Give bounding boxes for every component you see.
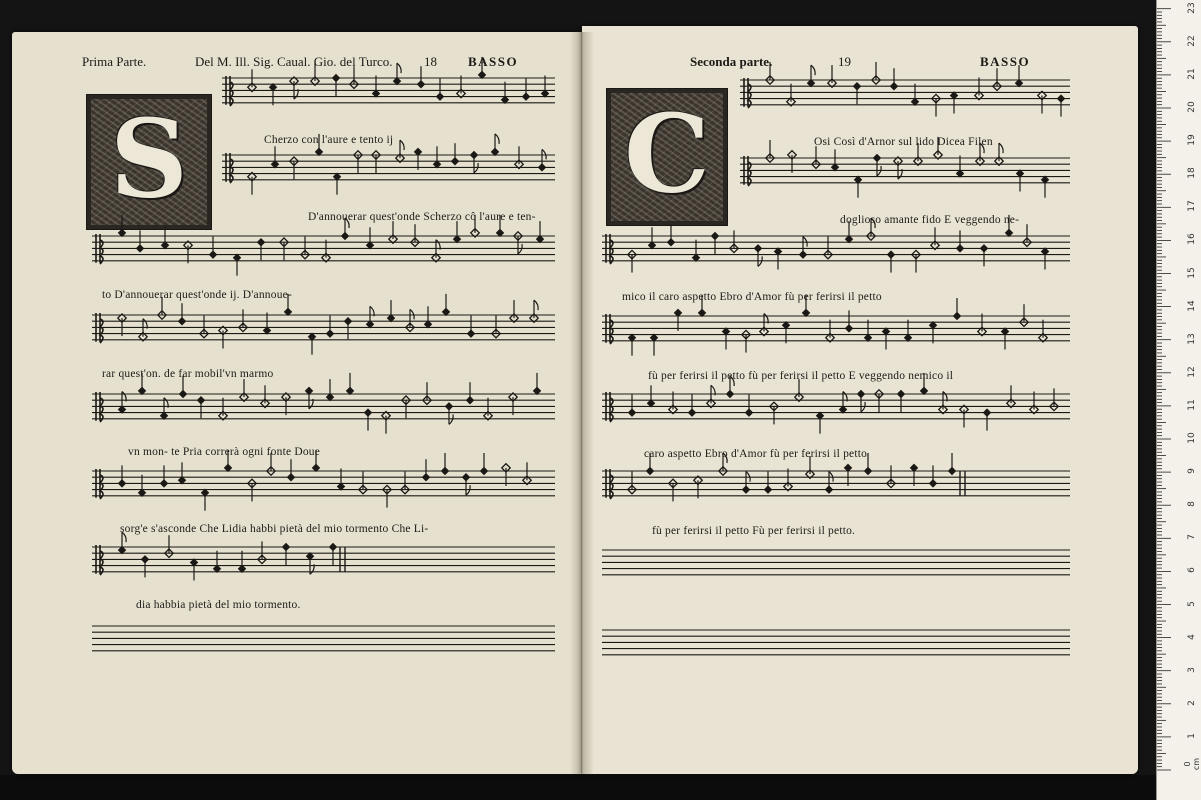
left-header-author: Del M. Ill. Sig. Caual. Gio. del Turco. (195, 54, 393, 69)
ruler-label: 4 (1187, 633, 1197, 640)
ruler-label: 13 (1187, 332, 1197, 345)
clef-symbol (226, 76, 233, 106)
clef-symbol (606, 392, 613, 422)
note-flag (397, 63, 401, 73)
ruler-label: 3 (1187, 666, 1197, 673)
note-flag (410, 309, 414, 319)
note-flag (122, 532, 126, 542)
music-staff (602, 630, 1070, 655)
lyric-line: D'annouerar quest'onde Scherzo cô l'aure e ten- (308, 211, 536, 223)
ruler-unit-label: 0 cm (1183, 757, 1201, 771)
note-flag (466, 485, 470, 495)
lyric-line: to D'annouerar quest'onde ij. D'annoue- (102, 289, 292, 301)
ruler-label: 1 (1187, 733, 1197, 739)
music-staff (92, 626, 555, 651)
lyric-line: sorg'e s'asconde Che Lidia habbi pietà del mio tormento Che Li- (120, 523, 429, 535)
dropcap-letter: S (110, 96, 188, 223)
note-flag (871, 218, 875, 228)
clef-symbol (744, 156, 751, 186)
lyric-line: dogliosο amante fido E veggendo ne- (840, 214, 1020, 226)
left-page-number: 18 (424, 54, 437, 69)
ruler-label: 12 (1187, 366, 1197, 378)
ruler-label: 22 (1187, 35, 1197, 47)
lyric-line: mico il caro aspetto Ebro d'Amor fù per ferirsi il petto (622, 291, 882, 303)
ruler-label: 18 (1187, 167, 1197, 179)
note-flag (400, 140, 404, 150)
note-flag (723, 453, 727, 463)
clef-symbol (606, 314, 613, 344)
music-staff (92, 532, 555, 580)
lyric-line: Osi Così d'Arnor sul lido Dicea Filen (814, 136, 993, 148)
ruler-label: 6 (1187, 567, 1197, 574)
ruler-label: 21 (1187, 68, 1197, 80)
lyric-line: dia habbia pietà del mio tormento. (136, 599, 301, 611)
note-flag (534, 300, 538, 310)
ruler-label: 9 (1187, 468, 1197, 474)
right-header-part: Seconda parte. (690, 54, 773, 69)
clef-symbol (96, 313, 103, 343)
lyric-line: rar quest'on. de far mobil'vn marmo (102, 368, 274, 380)
clef-symbol (96, 392, 103, 422)
clef-symbol (96, 545, 103, 575)
note-flag (518, 244, 522, 254)
right-page-number: 19 (838, 54, 851, 69)
ruler-label: 20 (1187, 101, 1197, 113)
note-flag (746, 472, 750, 482)
clef-symbol (96, 469, 103, 499)
note-flag (474, 163, 478, 173)
clef-symbol (606, 234, 613, 264)
note-flag (803, 237, 807, 247)
note-flag (980, 143, 984, 153)
note-flag (829, 472, 833, 482)
lyric-line: vn mon- te Pria correrà ogni fonte Doue (128, 446, 321, 458)
music-staff (602, 373, 1070, 434)
music-staff (602, 295, 1070, 356)
left-voice-label: BASSO (468, 54, 519, 69)
note-flag (730, 376, 734, 386)
ruler-label: 8 (1187, 501, 1197, 508)
music-staff (602, 215, 1070, 273)
clef-symbol (606, 469, 613, 499)
clef-symbol (96, 234, 103, 264)
music-staff (740, 62, 1070, 117)
lyric-line: fù per ferirsi il petto Fù per ferirsi il petto. (652, 525, 856, 537)
music-staff (602, 550, 1070, 575)
lyric-line: fù per ferirsi il petto fù per ferirsi il petto E veggendo nemico il (648, 370, 954, 382)
note-flag (758, 256, 762, 266)
ruler-label: 15 (1187, 266, 1197, 279)
music-staff (222, 134, 555, 195)
music-staff (602, 453, 1070, 501)
ruler-label: 17 (1187, 200, 1197, 213)
note-flag (495, 134, 499, 144)
lyric-line: caro aspetto Ebro d'Amor fù per ferirsi il petto (644, 448, 868, 460)
measuring-ruler (1156, 0, 1201, 800)
lyric-line: Cherzo con l'aure e tento ij (264, 134, 394, 146)
ruler-label: 2 (1187, 699, 1197, 706)
ruler-label: 10 (1187, 432, 1197, 444)
clef-symbol (744, 78, 751, 108)
music-staff (92, 215, 555, 276)
left-header-part: Prima Parte. (82, 54, 147, 69)
music-staff (222, 57, 555, 106)
ruler-label: 23 (1187, 1, 1197, 14)
music-staff (92, 450, 555, 511)
ruler-label: 14 (1187, 299, 1197, 312)
note-flag (877, 166, 881, 176)
note-flag (811, 65, 815, 75)
music-staff (740, 137, 1070, 198)
music-staff (92, 294, 555, 355)
right-voice-label: BASSO (980, 54, 1031, 69)
music-staff (92, 373, 555, 434)
ruler-label: 7 (1187, 534, 1197, 541)
note-flag (999, 143, 1003, 153)
ruler-label: 11 (1187, 399, 1197, 411)
ruler-label: 5 (1187, 600, 1197, 607)
ruler-label: 19 (1187, 134, 1197, 146)
note-flag (449, 414, 453, 424)
note-flag (861, 402, 865, 412)
ruler-label: 16 (1187, 233, 1197, 246)
clef-symbol (226, 153, 233, 183)
note-flag (542, 149, 546, 159)
dropcap-letter: C (624, 91, 710, 218)
note-flag (345, 218, 349, 228)
